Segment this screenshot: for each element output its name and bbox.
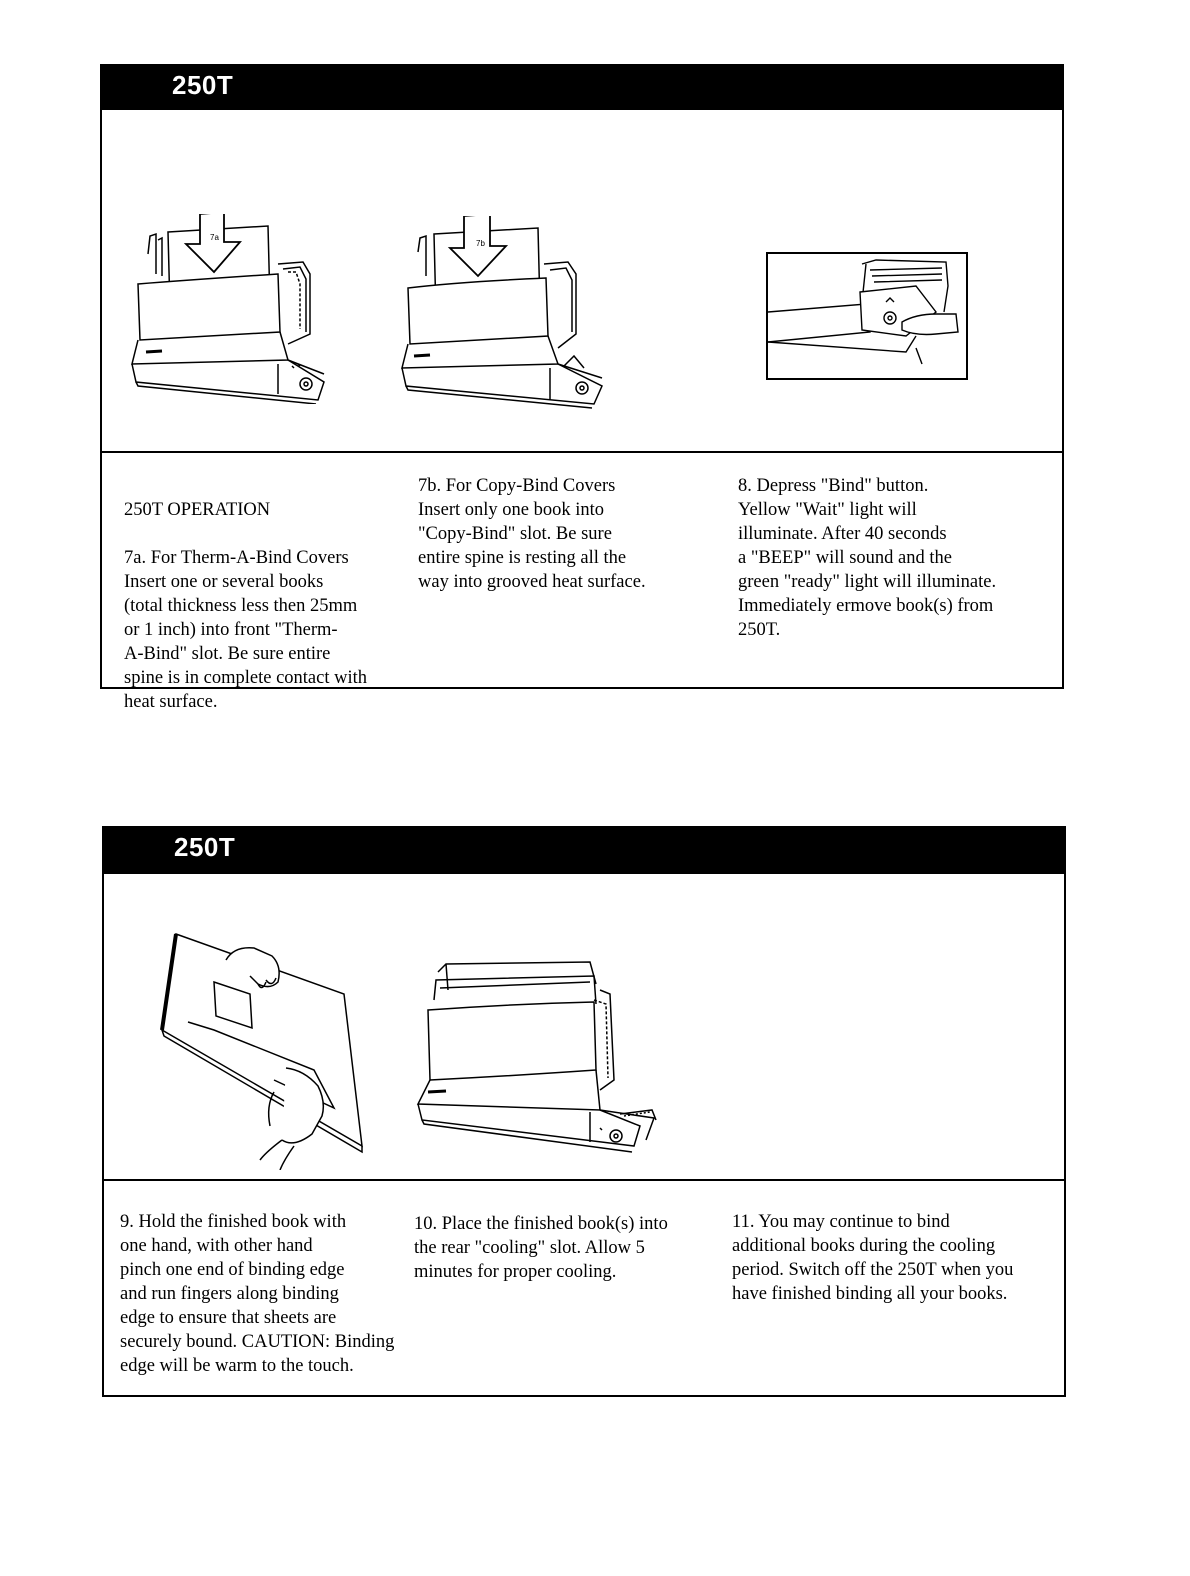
fig-7b-label: 7b <box>476 239 485 248</box>
panel-divider <box>104 1179 1064 1181</box>
binder-insert-copybind-illustration <box>398 216 608 411</box>
step-9-text: 9. Hold the finished book with one hand, with other hand pinch one end of binding edge and run fingers along binding edge to ensure that sheets are securely bound. CAUTION: Binding edge will be warm to the touch. <box>120 1212 395 1376</box>
panel-divider <box>102 451 1062 453</box>
step-7b-text: 7b. For Copy-Bind Covers Insert only one book into "Copy-Bind" slot. Be sure entire spine is resting all the way into grooved heat surface. <box>418 476 646 592</box>
panel-title: 250T <box>172 70 234 100</box>
panel-title: 250T <box>174 832 236 862</box>
hand-checking-binding-illustration <box>154 920 374 1170</box>
illustration-step-10 <box>410 960 660 1160</box>
step-7a-text <box>124 474 424 738</box>
panel-header <box>102 66 1062 110</box>
panel-header <box>104 828 1064 874</box>
illustration-step-7b <box>398 216 608 411</box>
bind-button-closeup-illustration <box>766 252 968 380</box>
operation-heading: 250T OPERATION <box>124 500 271 520</box>
illustration-step-7a <box>128 214 328 404</box>
operation-panel-1 <box>100 64 1064 712</box>
step-8-text: 8. Depress "Bind" button. Yellow "Wait" light will illuminate. After 40 seconds a "BEEP" will sound and the green "ready" light will illuminate. Immediately ermove book(s) from 250T. <box>738 476 997 640</box>
binder-cooling-slot-illustration <box>410 960 660 1160</box>
step-11-text: 11. You may continue to bind additional books during the cooling period. Switch off the 250T when you have finished binding all your books. <box>732 1212 1014 1304</box>
step-7a-body: 7a. For Therm-A-Bind Covers Insert one or several books (total thickness less then 25mm or 1 inch) into front "Therm- A-Bind" slot. Be sure entire spine is in complete contact with heat surface. <box>124 548 368 712</box>
binder-insert-front-illustration <box>128 214 328 404</box>
illustration-step-8 <box>766 252 968 380</box>
illustration-step-9 <box>154 920 374 1170</box>
step-10-text: 10. Place the finished book(s) into the rear "cooling" slot. Allow 5 minutes for proper cooling. <box>414 1214 668 1282</box>
operation-panel-2 <box>102 826 1066 1397</box>
fig-7a-label: 7a <box>210 233 219 242</box>
